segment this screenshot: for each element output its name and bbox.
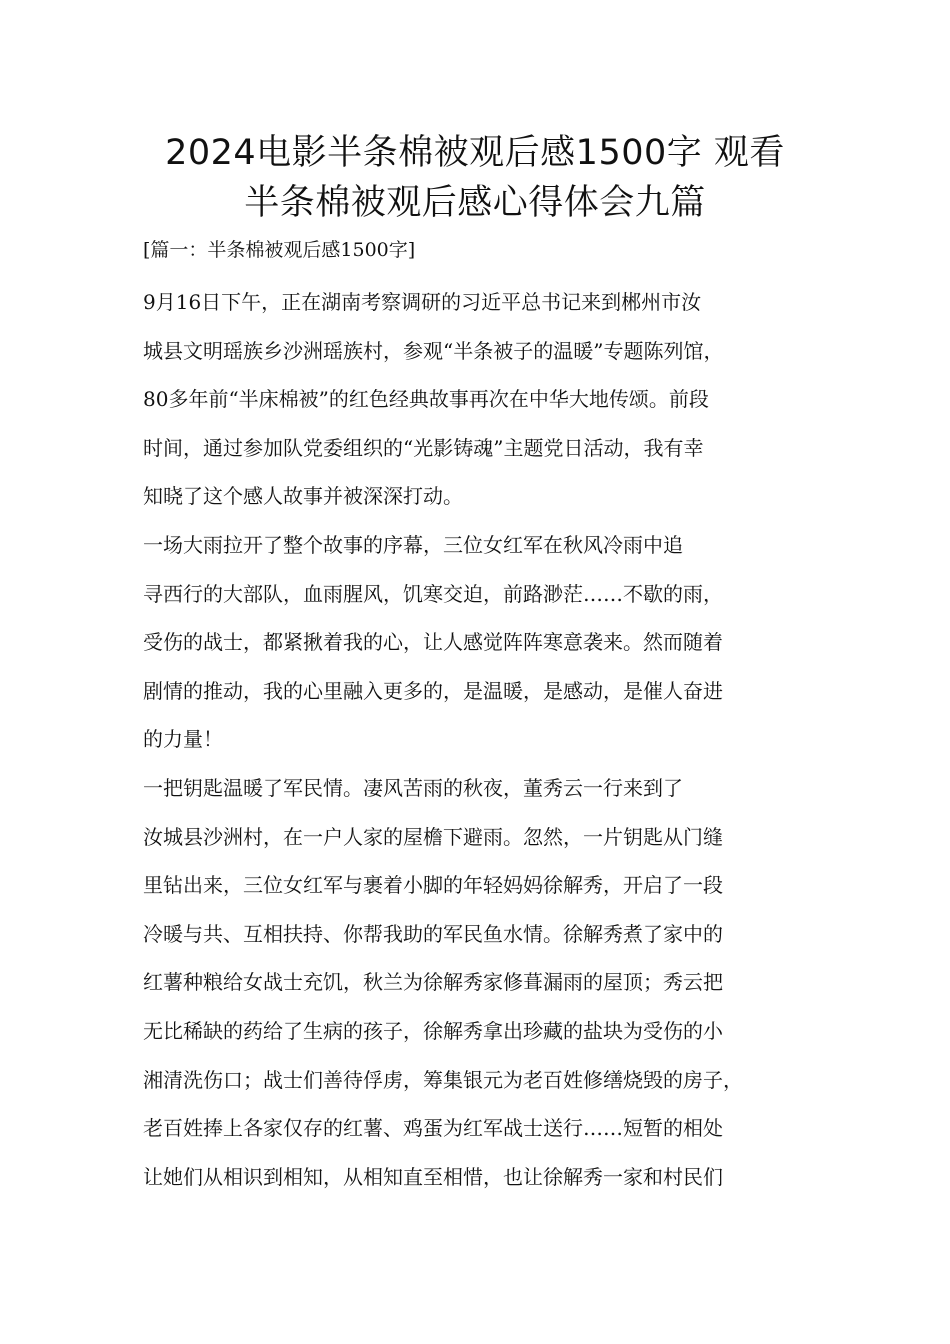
paragraph-line: 知晓了这个感人故事并被深深打动。 — [143, 484, 463, 509]
body-text — [143, 278, 813, 1201]
paragraph-line: 受伤的战士，都紧揪着我的心，让人感觉阵阵寒意袭来。然而随着 — [143, 630, 723, 655]
paragraph-line: 无比稀缺的药给了生病的孩子，徐解秀拿出珍藏的盐块为受伤的小 — [143, 1018, 723, 1043]
paragraph-2 — [143, 521, 813, 764]
paragraph-line: 一把钥匙温暖了军民情。凄风苦雨的秋夜，董秀云一行来到了 — [143, 775, 683, 800]
paragraph-line: 里钻出来，三位女红军与裹着小脚的年轻妈妈徐解秀，开启了一段 — [143, 873, 723, 898]
paragraph-line: 的力量！ — [143, 727, 223, 752]
section-label: [篇一：半条棉被观后感1500字] — [143, 239, 416, 261]
paragraph-3 — [143, 764, 813, 1201]
paragraph-line: 时间，通过参加队党委组织的“光影铸魂”主题党日活动，我有幸 — [143, 435, 704, 460]
paragraph-line: 一场大雨拉开了整个故事的序幕，三位女红军在秋风冷雨中追 — [143, 532, 683, 557]
paragraph-line: 寻西行的大部队，血雨腥风，饥寒交迫，前路渺茫……不歇的雨， — [143, 581, 723, 606]
paragraph-line: 80多年前“半床棉被”的红色经典故事再次在中华大地传颂。前段 — [143, 387, 709, 412]
document-title — [120, 128, 830, 228]
title-line-1: 2024电影半条棉被观后感1500字 观看 — [165, 133, 785, 173]
title-line-2: 半条棉被观后感心得体会九篇 — [244, 183, 706, 223]
paragraph-line: 红薯种粮给女战士充饥，秋兰为徐解秀家修葺漏雨的屋顶；秀云把 — [143, 970, 723, 995]
paragraph-line: 让她们从相识到相知，从相知直至相惜，也让徐解秀一家和村民们 — [143, 1164, 723, 1189]
paragraph-line: 冷暖与共、互相扶持、你帮我助的军民鱼水情。徐解秀煮了家中的 — [143, 921, 723, 946]
paragraph-line: 9月16日下午，正在湖南考察调研的习近平总书记来到郴州市汝 — [143, 290, 702, 314]
paragraph-1 — [143, 278, 813, 521]
paragraph-line: 湘清洗伤口；战士们善待俘虏，筹集银元为老百姓修缮烧毁的房子， — [143, 1067, 743, 1092]
paragraph-line: 剧情的推动，我的心里融入更多的，是温暖，是感动，是催人奋进 — [143, 678, 723, 703]
paragraph-line: 汝城县沙洲村，在一户人家的屋檐下避雨。忽然，一片钥匙从门缝 — [143, 824, 723, 849]
paragraph-line: 城县文明瑶族乡沙洲瑶族村，参观“半条被子的温暖”专题陈列馆， — [143, 338, 724, 363]
paragraph-line: 老百姓捧上各家仅存的红薯、鸡蛋为红军战士送行……短暂的相处 — [143, 1116, 723, 1141]
